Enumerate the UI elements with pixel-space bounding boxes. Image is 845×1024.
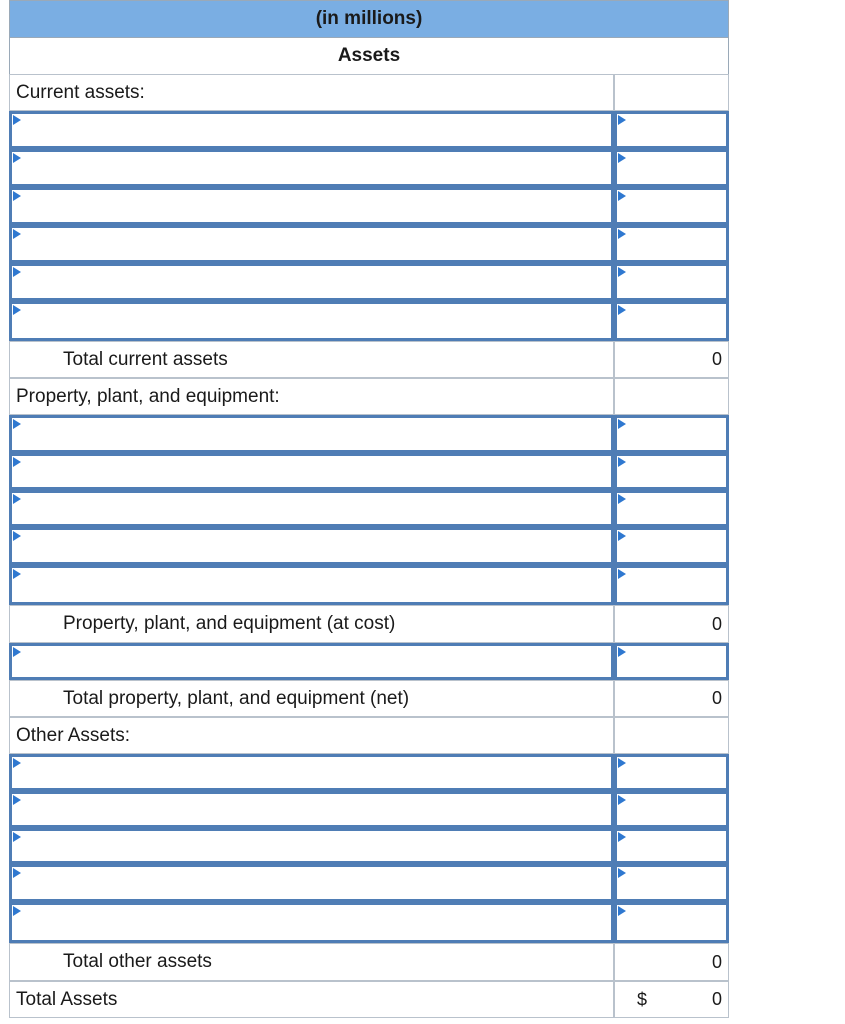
other-asset-row [9,791,729,828]
ppe-amount-input[interactable] [614,415,729,453]
current-assets-heading: Current assets: [9,74,614,111]
ppe-at-cost-row [9,605,729,643]
total-other-assets-label: Total other assets [9,943,614,981]
current-asset-row [9,301,729,341]
other-asset-account-select[interactable] [9,754,614,791]
ppe-row [9,453,729,490]
current-assets-heading-row [9,74,729,111]
dropdown-indicator-icon [618,305,626,315]
ppe-account-select[interactable] [9,453,614,490]
dropdown-indicator-icon [13,153,21,163]
dropdown-indicator-icon [618,758,626,768]
current-asset-account-select[interactable] [9,301,614,341]
ppe-net-label: Total property, plant, and equipment (net) [9,680,614,717]
dropdown-indicator-icon [618,229,626,239]
dropdown-indicator-icon [13,191,21,201]
dropdown-indicator-icon [13,868,21,878]
current-asset-row [9,225,729,263]
ppe-account-select[interactable] [9,415,614,453]
dropdown-indicator-icon [618,267,626,277]
current-asset-amount-input[interactable] [614,187,729,225]
dropdown-indicator-icon [13,419,21,429]
other-asset-account-select[interactable] [9,791,614,828]
other-asset-amount-input[interactable] [614,828,729,864]
other-assets-heading: Other Assets: [9,717,614,754]
ppe-heading-value [614,378,729,415]
current-asset-account-select[interactable] [9,225,614,263]
units-header: (in millions) [9,0,729,37]
other-asset-row [9,864,729,902]
current-asset-amount-input[interactable] [614,301,729,341]
current-assets-heading-value [614,74,729,111]
other-asset-account-select[interactable] [9,902,614,943]
ppe-amount-input[interactable] [614,565,729,605]
current-asset-amount-input[interactable] [614,111,729,149]
current-asset-account-select[interactable] [9,111,614,149]
ppe-row [9,415,729,453]
ppe-heading-row [9,378,729,415]
dropdown-indicator-icon [13,832,21,842]
dropdown-indicator-icon [13,267,21,277]
dropdown-indicator-icon [618,153,626,163]
current-asset-row [9,149,729,187]
total-assets-value-cell [614,981,729,1018]
dropdown-indicator-icon [618,115,626,125]
dropdown-indicator-icon [618,419,626,429]
current-asset-account-select[interactable] [9,149,614,187]
current-asset-row [9,111,729,149]
ppe-row [9,527,729,565]
other-asset-account-select[interactable] [9,828,614,864]
ppe-row [9,490,729,527]
ppe-amount-input[interactable] [614,453,729,490]
dropdown-indicator-icon [618,647,626,657]
other-asset-row [9,902,729,943]
total-assets-value: 0 [711,989,722,1009]
other-asset-amount-input[interactable] [614,791,729,828]
dropdown-indicator-icon [13,457,21,467]
current-asset-account-select[interactable] [9,187,614,225]
ppe-adjustment-account-select[interactable] [9,643,614,680]
ppe-account-select[interactable] [9,565,614,605]
dropdown-indicator-icon [13,647,21,657]
total-assets-label: Total Assets [9,981,614,1018]
ppe-at-cost-value: 0 [614,605,729,643]
total-current-assets-row [9,341,729,378]
other-asset-row [9,828,729,864]
total-other-assets-row [9,943,729,981]
dropdown-indicator-icon [13,795,21,805]
dropdown-indicator-icon [618,494,626,504]
dropdown-indicator-icon [13,906,21,916]
dropdown-indicator-icon [618,832,626,842]
ppe-heading: Property, plant, and equipment: [9,378,614,415]
ppe-adjustment-amount-input[interactable] [614,643,729,680]
dropdown-indicator-icon [13,569,21,579]
dropdown-indicator-icon [13,229,21,239]
dropdown-indicator-icon [618,868,626,878]
dropdown-indicator-icon [618,795,626,805]
ppe-account-select[interactable] [9,527,614,565]
currency-symbol: $ [637,989,648,1009]
other-asset-account-select[interactable] [9,864,614,902]
current-asset-amount-input[interactable] [614,149,729,187]
other-asset-amount-input[interactable] [614,902,729,943]
total-other-assets-value: 0 [614,943,729,981]
ppe-net-value: 0 [614,680,729,717]
total-current-assets-value: 0 [614,341,729,378]
assets-title: Assets [9,37,729,74]
ppe-at-cost-label: Property, plant, and equipment (at cost) [9,605,614,643]
ppe-amount-input[interactable] [614,490,729,527]
current-asset-row [9,187,729,225]
current-asset-amount-input[interactable] [614,225,729,263]
ppe-net-row [9,680,729,717]
dropdown-indicator-icon [618,191,626,201]
dropdown-indicator-icon [618,569,626,579]
dropdown-indicator-icon [13,305,21,315]
other-asset-row [9,754,729,791]
dropdown-indicator-icon [618,457,626,467]
other-assets-heading-row [9,717,729,754]
current-asset-amount-input[interactable] [614,263,729,301]
current-asset-account-select[interactable] [9,263,614,301]
total-current-assets-label: Total current assets [9,341,614,378]
ppe-account-select[interactable] [9,490,614,527]
ppe-amount-input[interactable] [614,527,729,565]
other-asset-amount-input[interactable] [614,864,729,902]
dropdown-indicator-icon [13,494,21,504]
dropdown-indicator-icon [13,115,21,125]
other-assets-heading-value [614,717,729,754]
total-assets-row [9,981,729,1018]
ppe-row [9,565,729,605]
other-asset-amount-input[interactable] [614,754,729,791]
ppe-adjustment-row [9,643,729,680]
dropdown-indicator-icon [13,758,21,768]
dropdown-indicator-icon [13,531,21,541]
current-asset-row [9,263,729,301]
dropdown-indicator-icon [618,531,626,541]
dropdown-indicator-icon [618,906,626,916]
